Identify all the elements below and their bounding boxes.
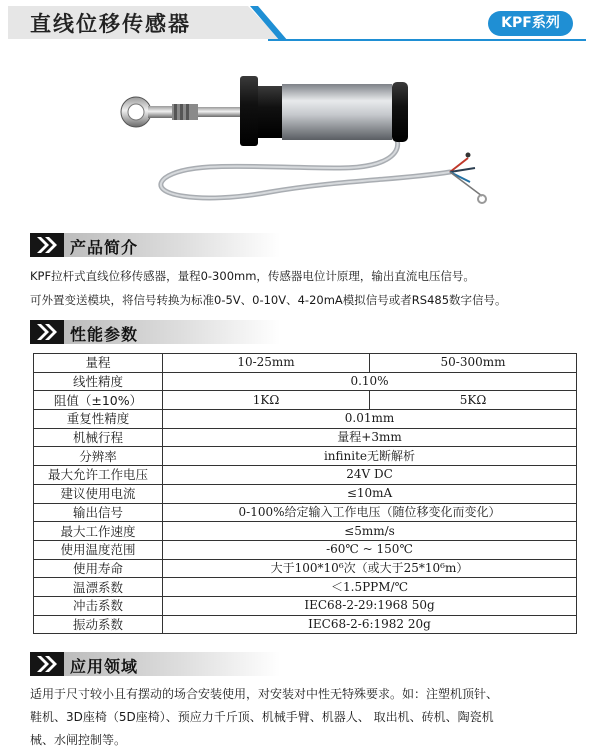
linear-displacement-sensor-photo <box>110 60 490 220</box>
spec-table <box>33 353 577 634</box>
section-title-application: 应用领域 <box>70 657 139 676</box>
spec-value: infinite无断解析 <box>163 447 577 466</box>
spec-name: 温漂系数 <box>34 578 163 597</box>
section-header-intro <box>30 233 280 257</box>
application-line: 鞋机、3D座椅（5D座椅）、预应力千斤顶、机械手臂、机器人、 取出机、砖机、陶瓷机 <box>30 710 494 724</box>
spec-name: 最大允许工作电压 <box>34 466 163 485</box>
spec-value: 0.01mm <box>163 410 577 429</box>
spec-name: 最大工作速度 <box>34 522 163 541</box>
spec-value: 量程+3mm <box>163 428 577 447</box>
spec-name: 冲击系数 <box>34 596 163 615</box>
table-row <box>34 354 577 373</box>
table-row <box>34 391 577 410</box>
spec-value: 50-300mm <box>370 354 577 373</box>
spec-name: 建议使用电流 <box>34 484 163 503</box>
spec-value: 1KΩ <box>163 391 370 410</box>
spec-value: 24V DC <box>163 466 577 485</box>
spec-value: ≤5mm/s <box>163 522 577 541</box>
spec-name: 机械行程 <box>34 428 163 447</box>
spec-name: 振动系数 <box>34 615 163 634</box>
spec-name: 分辨率 <box>34 447 163 466</box>
application-line: 适用于尺寸较小且有摆动的场合安装使用，对安装对中性无特殊要求。如：注塑机顶针、 <box>30 687 499 701</box>
table-row <box>34 428 577 447</box>
spec-value: 大于100*10⁶次（或大于25*10⁶m） <box>163 559 577 578</box>
spec-name: 使用寿命 <box>34 559 163 578</box>
spec-value: 0.10% <box>163 372 577 391</box>
table-row <box>34 615 577 634</box>
table-row <box>34 466 577 485</box>
double-chevron-icon <box>30 320 64 344</box>
spec-value: ≤10mA <box>163 484 577 503</box>
table-row <box>34 578 577 597</box>
application-paragraph <box>30 683 576 752</box>
intro-line: 可外置变送模块，将信号转换为标准0-5V、0-10V、4-20mA模拟信号或者RS485数字信号。 <box>30 293 507 307</box>
spec-name: 重复性精度 <box>34 410 163 429</box>
series-badge: KPF系列 <box>488 11 573 36</box>
table-row <box>34 372 577 391</box>
spec-value: 5KΩ <box>370 391 577 410</box>
table-row <box>34 559 577 578</box>
double-chevron-icon <box>30 233 64 257</box>
application-line: 械、水闸控制等。 <box>30 733 127 747</box>
spec-value: IEC68-2-6:1982 20g <box>163 615 577 634</box>
spec-name: 阻值（±10%） <box>34 391 163 410</box>
table-row <box>34 596 577 615</box>
table-row <box>34 540 577 559</box>
spec-value: 10-25mm <box>163 354 370 373</box>
table-row <box>34 447 577 466</box>
spec-name: 线性精度 <box>34 372 163 391</box>
spec-name: 量程 <box>34 354 163 373</box>
section-header-specs <box>30 320 280 344</box>
section-header-application <box>30 652 280 676</box>
section-title-intro: 产品简介 <box>70 238 139 257</box>
intro-line: KPF拉杆式直线位移传感器，量程0-300mm，传感器电位计原理，输出直流电压信号。 <box>30 269 475 283</box>
title-underline <box>268 39 586 41</box>
table-row <box>34 410 577 429</box>
section-title-specs: 性能参数 <box>70 325 139 344</box>
spec-value: -60℃ ~ 150℃ <box>163 540 577 559</box>
table-row <box>34 522 577 541</box>
page-title: 直线位移传感器 <box>30 12 191 36</box>
spec-value: IEC68-2-29:1968 50g <box>163 596 577 615</box>
intro-paragraph <box>30 264 576 312</box>
double-chevron-icon <box>30 652 64 676</box>
spec-name: 使用温度范围 <box>34 540 163 559</box>
table-row <box>34 503 577 522</box>
spec-value: 0-100%给定输入工作电压（随位移变化而变化） <box>163 503 577 522</box>
spec-value: ＜1.5PPM/℃ <box>163 578 577 597</box>
table-row <box>34 484 577 503</box>
spec-name: 输出信号 <box>34 503 163 522</box>
